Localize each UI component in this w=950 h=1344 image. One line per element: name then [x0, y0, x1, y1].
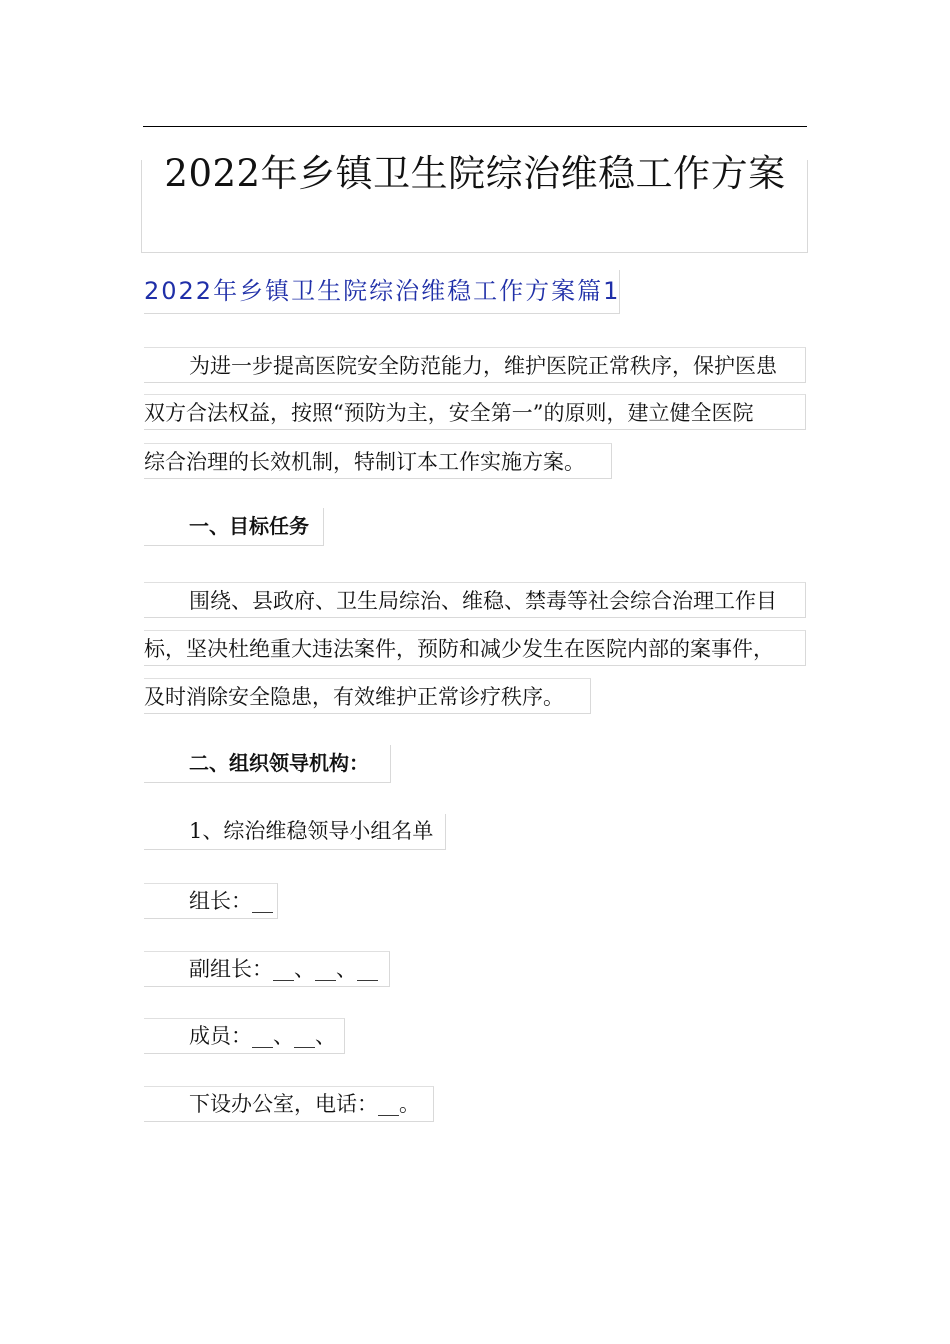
top-rule — [143, 126, 807, 127]
leader-line: 组长：__ — [144, 883, 278, 919]
office-line: 下设办公室，电话：__。 — [144, 1086, 434, 1122]
heading-organization: 二、组织领导机构： — [144, 745, 391, 783]
deputy-line: 副组长：__、__、__ — [144, 951, 390, 987]
intro-line-2: 双方合法权益，按照“预防为主，安全第一”的原则，建立健全医院 — [144, 394, 806, 430]
intro-line-1: 为进一步提高医院安全防范能力，维护医院正常秩序，保护医患 — [144, 347, 806, 383]
document-title: 2022年乡镇卫生院综治维稳工作方案 — [164, 152, 786, 195]
goal-line-2: 标，坚决杜绝重大违法案件，预防和减少发生在医院内部的案事件， — [144, 630, 806, 666]
goal-line-1: 围绕、县政府、卫生局综治、维稳、禁毒等社会综合治理工作目 — [144, 582, 806, 618]
intro-line-3: 综合治理的长效机制，特制订本工作实施方案。 — [144, 443, 612, 479]
list-title: 1、综治维稳领导小组名单 — [144, 814, 446, 850]
section-title: 2022年乡镇卫生院综治维稳工作方案篇1 — [144, 270, 620, 314]
members-line: 成员：__、__、 — [144, 1018, 345, 1054]
goal-line-3: 及时消除安全隐患，有效维护正常诊疗秩序。 — [144, 678, 591, 714]
heading-goals: 一、目标任务 — [144, 508, 324, 546]
